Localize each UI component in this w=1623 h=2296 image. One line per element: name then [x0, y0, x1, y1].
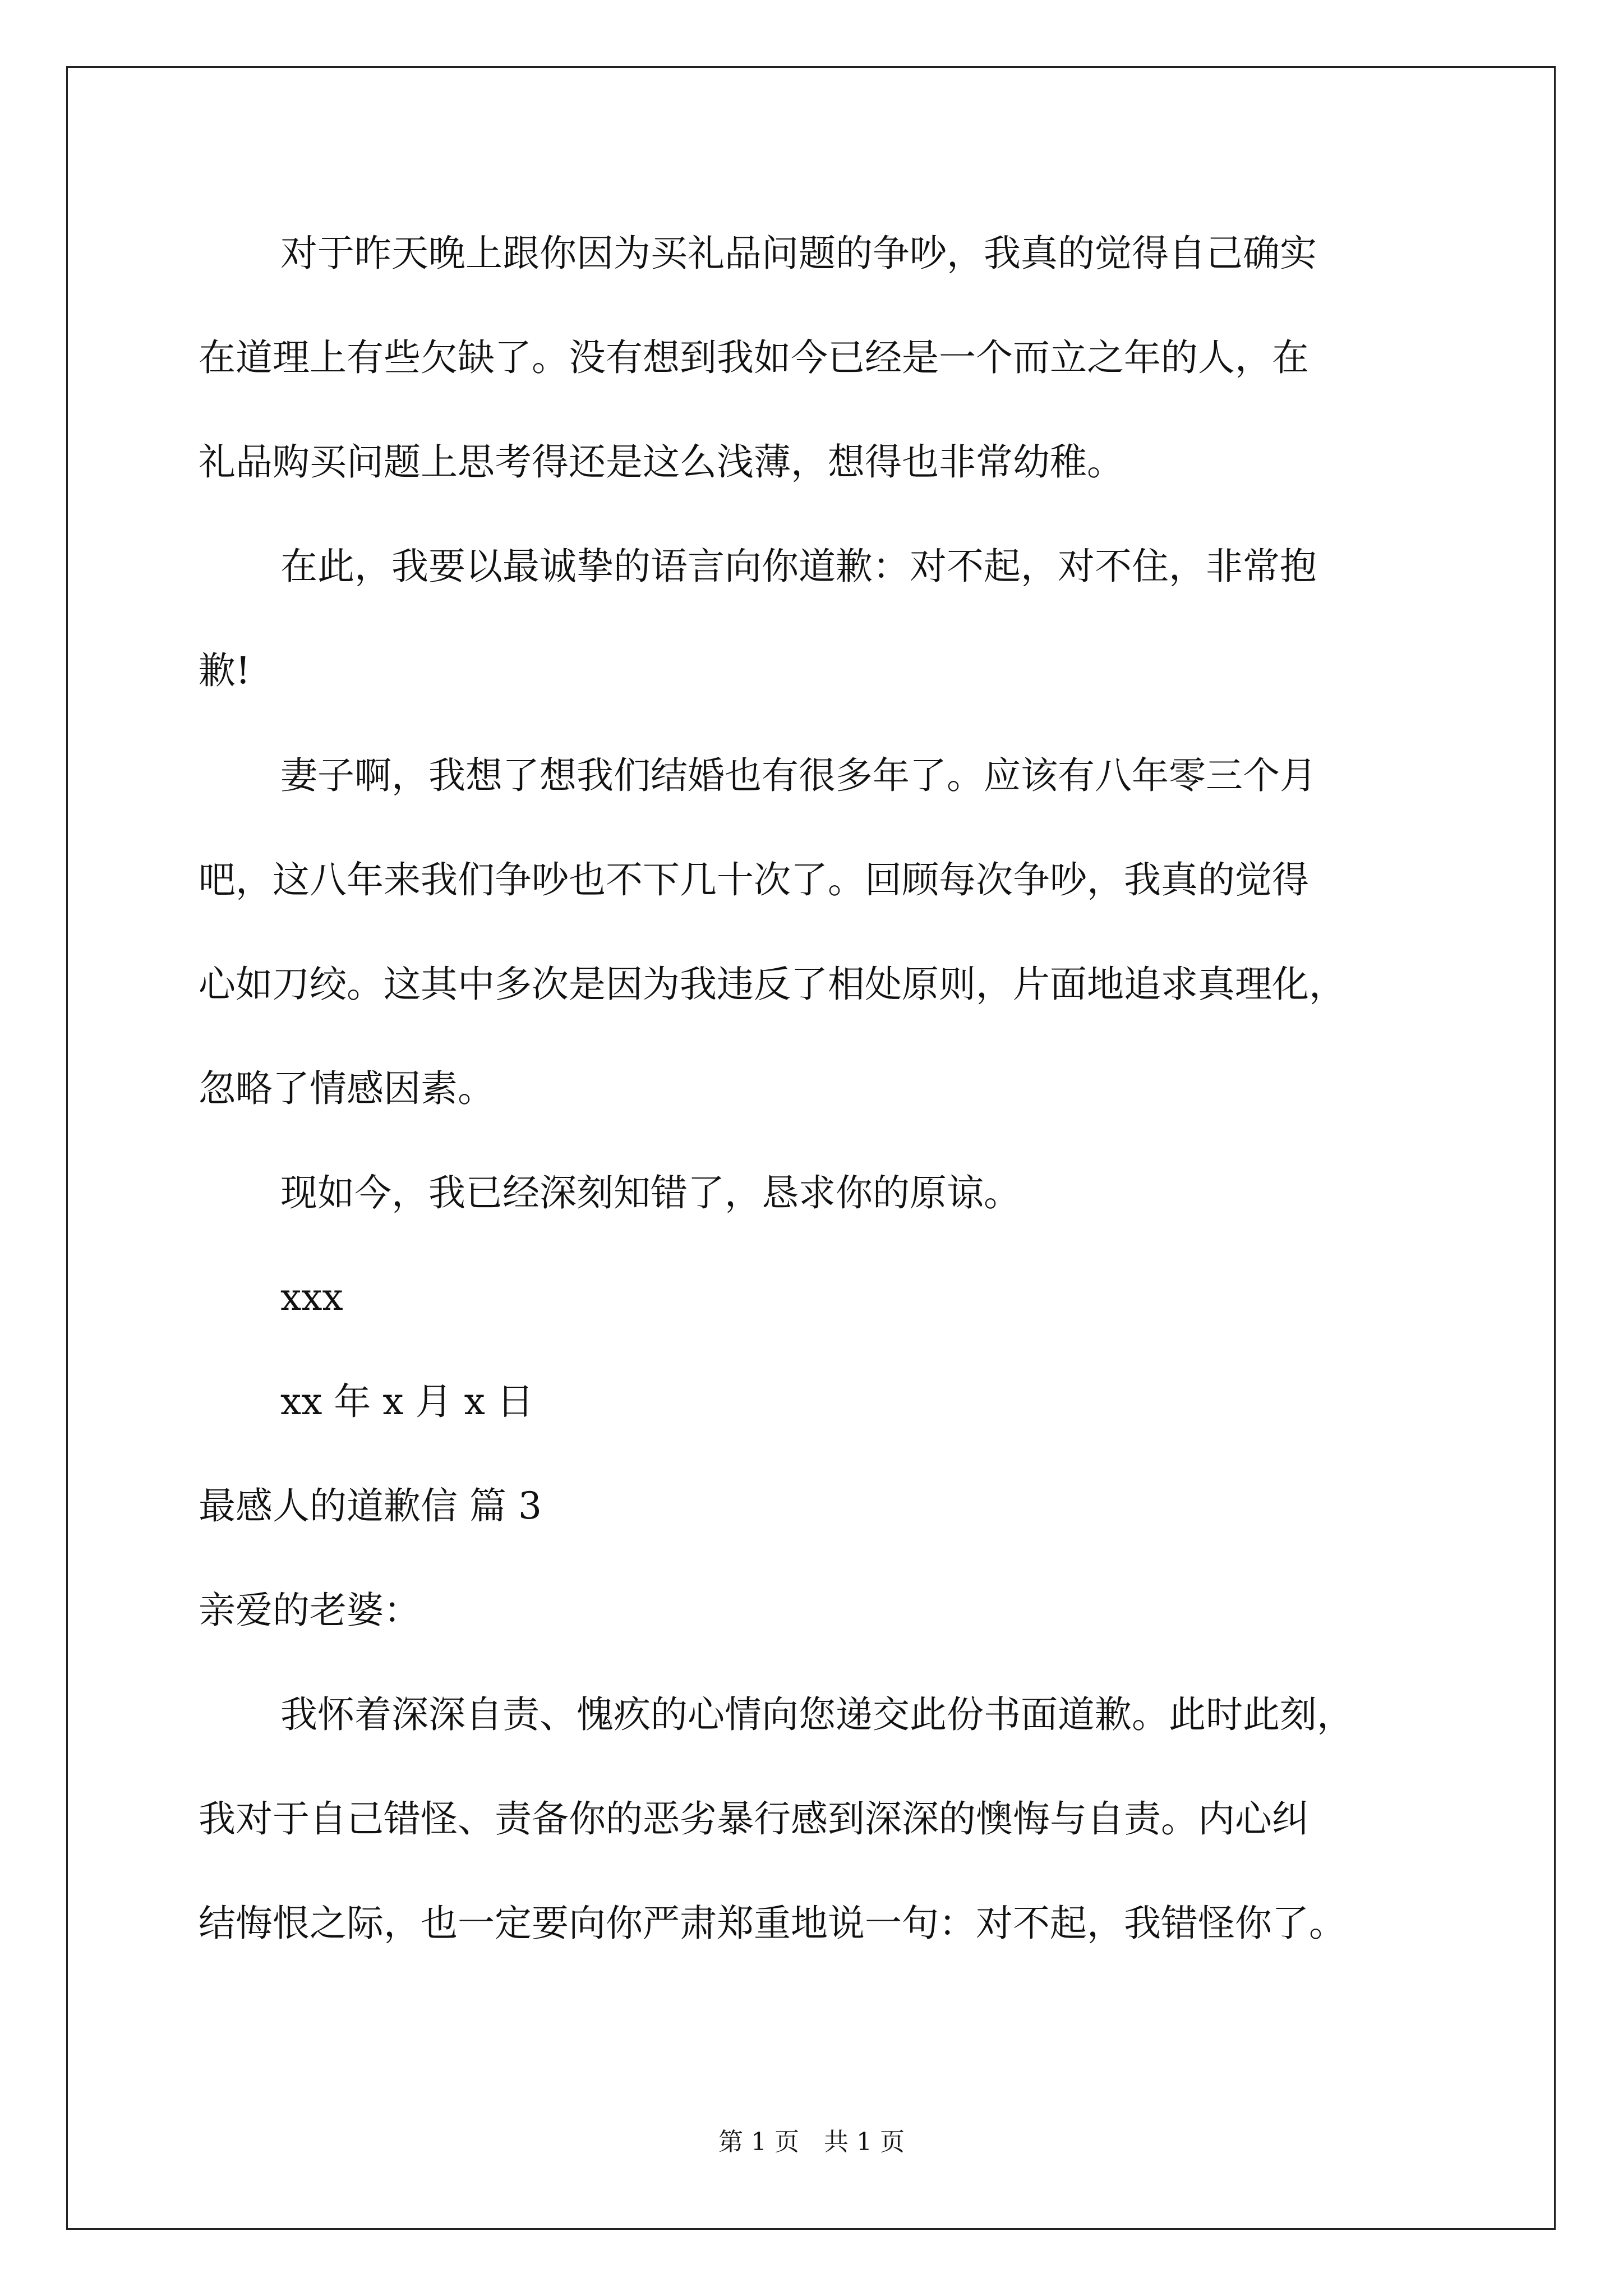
- body-line: 忽略了情感因素。: [199, 1067, 495, 1110]
- body-line: 在此，我要以最诚挚的语言向你道歉：对不起，对不住，非常抱: [280, 545, 1317, 588]
- body-line: 歉!: [199, 649, 251, 692]
- date-line: xx 年 x 月 x 日: [280, 1380, 534, 1423]
- body-line: 我怀着深深自责、愧疚的心情向您递交此份书面道歉。此时此刻，: [280, 1693, 1354, 1736]
- body-line: 我对于自己错怪、责备你的恶劣暴行感到深深的懊悔与自责。内心纠: [199, 1797, 1309, 1841]
- body-line: 礼品购买问题上思考得还是这么浅薄，想得也非常幼稚。: [199, 440, 1124, 484]
- body-line: 妻子啊，我想了想我们结婚也有很多年了。应该有八年零三个月: [280, 754, 1317, 797]
- salutation: 亲爱的老婆：: [199, 1589, 421, 1632]
- body-line: 现如今，我已经深刻知错了，恳求你的原谅。: [280, 1171, 1021, 1214]
- body-line: 对于昨天晚上跟你因为买礼品问题的争吵，我真的觉得自己确实: [280, 232, 1317, 275]
- body-line: 在道理上有些欠缺了。没有想到我如今已经是一个而立之年的人，在: [199, 336, 1309, 379]
- page-number-footer: 第 1 页 共 1 页: [718, 2128, 905, 2156]
- body-line: 吧，这八年来我们争吵也不下几十次了。回顾每次争吵，我真的觉得: [199, 858, 1309, 901]
- signature: xxx: [280, 1276, 343, 1319]
- body-line: 心如刀绞。这其中多次是因为我违反了相处原则，片面地追求真理化，: [199, 963, 1346, 1006]
- section-heading: 最感人的道歉信 篇 3: [199, 1484, 542, 1527]
- body-line: 结悔恨之际，也一定要向你严肃郑重地说一句：对不起，我错怪你了。: [199, 1902, 1346, 1945]
